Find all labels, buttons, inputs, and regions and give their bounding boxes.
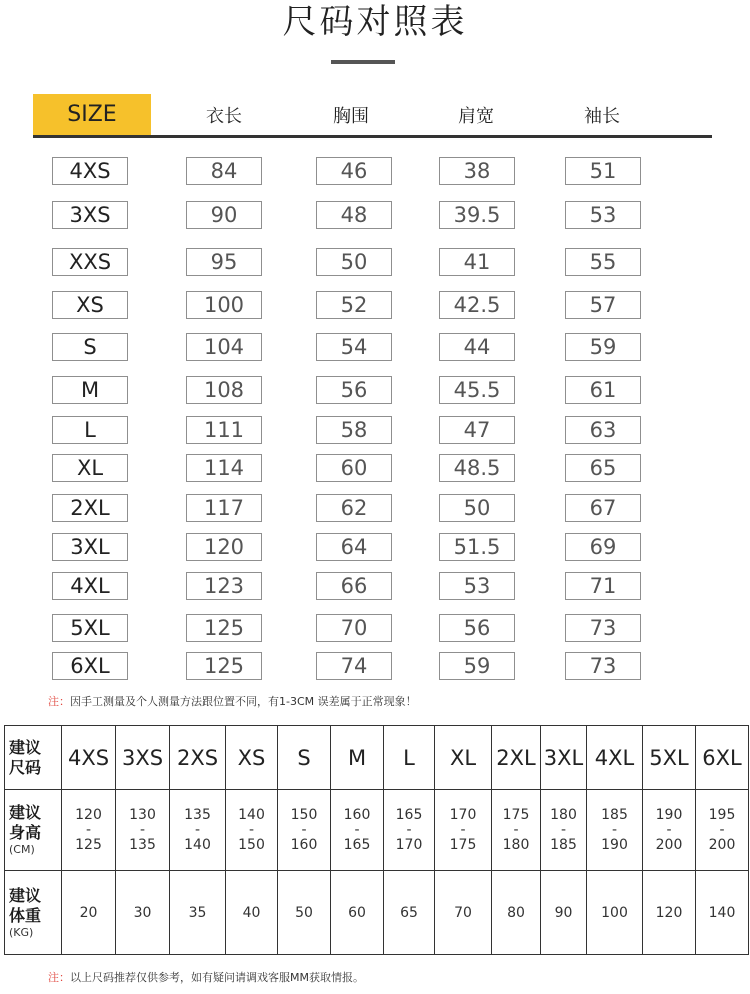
value-cell: 61	[565, 376, 641, 404]
height-value: 160	[290, 836, 318, 853]
recommend-size-cell: 2XL	[492, 726, 541, 790]
label-line: 尺码	[9, 757, 42, 777]
recommend-size-cell: 4XS	[62, 726, 116, 790]
height-value: 185	[550, 836, 577, 853]
recommend-size-cell: XS	[226, 726, 278, 790]
height-value: 125	[75, 836, 102, 853]
recommend-height-cell	[492, 790, 541, 871]
value-cell: 55	[565, 248, 641, 276]
value-cell: 56	[316, 376, 392, 404]
height-value: 150	[290, 806, 318, 823]
value-cell: 70	[316, 614, 392, 642]
value-cell: 111	[186, 416, 262, 444]
row-size	[5, 726, 749, 790]
height-value: 175	[449, 836, 477, 853]
height-value: 190	[655, 806, 683, 823]
value-cell: 50	[439, 494, 515, 522]
size-cell: 4XL	[52, 572, 128, 600]
height-value: 200	[655, 836, 683, 853]
height-value: 180	[550, 806, 577, 823]
value-cell: 63	[565, 416, 641, 444]
recommend-height-cell	[541, 790, 587, 871]
value-cell: 50	[316, 248, 392, 276]
height-value: 200	[708, 836, 736, 853]
recommend-weight-cell: 50	[278, 871, 331, 955]
range-separator: -	[85, 821, 92, 838]
recommend-size-cell: 3XL	[541, 726, 587, 790]
value-cell: 60	[316, 454, 392, 482]
measure-note	[48, 694, 417, 710]
value-cell: 54	[316, 333, 392, 361]
recommend-size-cell: 2XS	[170, 726, 226, 790]
height-value: 175	[502, 806, 530, 823]
height-value: 120	[75, 806, 102, 823]
recommend-height-cell	[435, 790, 492, 871]
value-cell: 65	[565, 454, 641, 482]
height-value: 160	[343, 806, 371, 823]
recommend-weight-cell: 65	[384, 871, 435, 955]
range-separator: -	[354, 821, 360, 838]
col-header-chest: 胸围	[333, 106, 369, 127]
size-cell: 3XS	[52, 201, 128, 229]
note-prefix: 注：	[48, 971, 70, 984]
value-cell: 74	[316, 652, 392, 680]
value-cell: 48	[316, 201, 392, 229]
recommend-height-cell	[226, 790, 278, 871]
value-cell: 71	[565, 572, 641, 600]
value-cell: 45.5	[439, 376, 515, 404]
value-cell: 47	[439, 416, 515, 444]
range-separator: -	[611, 821, 618, 838]
row-label-height	[5, 790, 62, 871]
value-cell: 46	[316, 157, 392, 185]
label-line: 建议	[9, 803, 42, 822]
height-value: 170	[395, 836, 423, 853]
recommend-weight-cell: 80	[492, 871, 541, 955]
size-cell: XS	[52, 291, 128, 319]
header-rule	[33, 135, 712, 138]
value-cell: 73	[565, 614, 641, 642]
row-label-size	[5, 726, 62, 790]
value-cell: 62	[316, 494, 392, 522]
recommend-height-cell	[384, 790, 435, 871]
value-cell: 108	[186, 376, 262, 404]
recommend-weight-cell: 35	[170, 871, 226, 955]
height-value: 130	[129, 806, 156, 823]
value-cell: 38	[439, 157, 515, 185]
recommend-height-cell	[696, 790, 749, 871]
range-separator: -	[460, 821, 466, 838]
col-header-shoulder: 肩宽	[458, 106, 494, 127]
note-prefix: 注：	[48, 695, 70, 708]
value-cell: 39.5	[439, 201, 515, 229]
recommend-size-cell: S	[278, 726, 331, 790]
range-separator: -	[301, 821, 307, 838]
size-cell: XXS	[52, 248, 128, 276]
recommend-weight-cell: 60	[331, 871, 384, 955]
size-header: SIZE	[33, 94, 151, 136]
value-cell: 48.5	[439, 454, 515, 482]
col-header-length: 衣长	[206, 106, 242, 127]
size-cell: L	[52, 416, 128, 444]
unit-label: (CM)	[9, 843, 35, 856]
value-cell: 52	[316, 291, 392, 319]
range-separator: -	[406, 821, 412, 838]
value-cell: 95	[186, 248, 262, 276]
note-text: 以上尺码推荐仅供参考，如有疑问请调戏客服MM获取情报。	[70, 971, 364, 984]
value-cell: 53	[565, 201, 641, 229]
recommend-size-cell: 6XL	[696, 726, 749, 790]
value-cell: 57	[565, 291, 641, 319]
height-value: 165	[395, 806, 423, 823]
title-underline	[331, 60, 395, 64]
height-value: 140	[238, 806, 265, 823]
size-cell: 4XS	[52, 157, 128, 185]
page-title: 尺码对照表	[282, 2, 468, 42]
value-cell: 41	[439, 248, 515, 276]
recommend-height-cell	[331, 790, 384, 871]
label-line: 身高	[9, 823, 42, 842]
recommend-height-cell	[587, 790, 643, 871]
size-cell: M	[52, 376, 128, 404]
recommend-height-cell	[278, 790, 331, 871]
range-separator: -	[248, 821, 255, 838]
size-cell: S	[52, 333, 128, 361]
size-cell: XL	[52, 454, 128, 482]
recommend-weight-cell: 30	[116, 871, 170, 955]
value-cell: 64	[316, 533, 392, 561]
size-cell: 2XL	[52, 494, 128, 522]
value-cell: 84	[186, 157, 262, 185]
value-cell: 59	[565, 333, 641, 361]
range-separator: -	[513, 821, 519, 838]
recommend-weight-cell: 40	[226, 871, 278, 955]
height-value: 180	[502, 836, 530, 853]
height-value: 140	[184, 836, 211, 853]
height-value: 135	[184, 806, 211, 823]
value-cell: 120	[186, 533, 262, 561]
label-line: 建议	[9, 885, 42, 905]
col-header-sleeve: 袖长	[584, 106, 620, 127]
recommend-height-cell	[62, 790, 116, 871]
value-cell: 59	[439, 652, 515, 680]
value-cell: 104	[186, 333, 262, 361]
recommend-weight-cell: 140	[696, 871, 749, 955]
value-cell: 51.5	[439, 533, 515, 561]
value-cell: 58	[316, 416, 392, 444]
label-line: 建议	[9, 737, 42, 757]
recommend-size-cell: 5XL	[643, 726, 696, 790]
recommend-size-cell: L	[384, 726, 435, 790]
height-value: 165	[343, 836, 371, 853]
recommend-weight-cell: 120	[643, 871, 696, 955]
value-cell: 117	[186, 494, 262, 522]
value-cell: 90	[186, 201, 262, 229]
recommend-weight-cell: 70	[435, 871, 492, 955]
height-value: 150	[238, 836, 265, 853]
height-value: 195	[708, 806, 736, 823]
value-cell: 56	[439, 614, 515, 642]
value-cell: 42.5	[439, 291, 515, 319]
recommend-height-cell	[116, 790, 170, 871]
value-cell: 51	[565, 157, 641, 185]
row-height	[5, 790, 749, 871]
recommend-weight-cell: 100	[587, 871, 643, 955]
label-line: 体重	[9, 905, 42, 925]
recommend-weight-cell: 20	[62, 871, 116, 955]
range-separator: -	[560, 821, 567, 838]
range-separator: -	[666, 821, 672, 838]
note-text: 因手工测量及个人测量方法跟位置不同，有1-3CM 误差属于正常现象！	[70, 695, 417, 708]
value-cell: 67	[565, 494, 641, 522]
value-cell: 123	[186, 572, 262, 600]
value-cell: 66	[316, 572, 392, 600]
value-cell: 125	[186, 614, 262, 642]
row-weight	[5, 871, 749, 955]
recommend-height-cell	[170, 790, 226, 871]
recommend-height-cell	[643, 790, 696, 871]
recommend-size-cell: M	[331, 726, 384, 790]
recommend-size-cell: XL	[435, 726, 492, 790]
size-cell: 5XL	[52, 614, 128, 642]
reference-note	[48, 970, 364, 986]
recommend-weight-cell: 90	[541, 871, 587, 955]
range-separator: -	[139, 821, 146, 838]
range-separator: -	[194, 821, 201, 838]
row-label-weight	[5, 871, 62, 955]
height-value: 170	[449, 806, 477, 823]
value-cell: 53	[439, 572, 515, 600]
value-cell: 125	[186, 652, 262, 680]
height-value: 190	[601, 836, 628, 853]
size-cell: 3XL	[52, 533, 128, 561]
range-separator: -	[719, 821, 725, 838]
unit-label: (KG)	[9, 925, 34, 939]
value-cell: 100	[186, 291, 262, 319]
value-cell: 69	[565, 533, 641, 561]
value-cell: 114	[186, 454, 262, 482]
height-value: 185	[601, 806, 628, 823]
height-value: 135	[129, 836, 156, 853]
value-cell: 73	[565, 652, 641, 680]
size-cell: 6XL	[52, 652, 128, 680]
recommend-size-cell: 4XL	[587, 726, 643, 790]
recommend-size-cell: 3XS	[116, 726, 170, 790]
value-cell: 44	[439, 333, 515, 361]
recommend-table	[4, 725, 749, 955]
